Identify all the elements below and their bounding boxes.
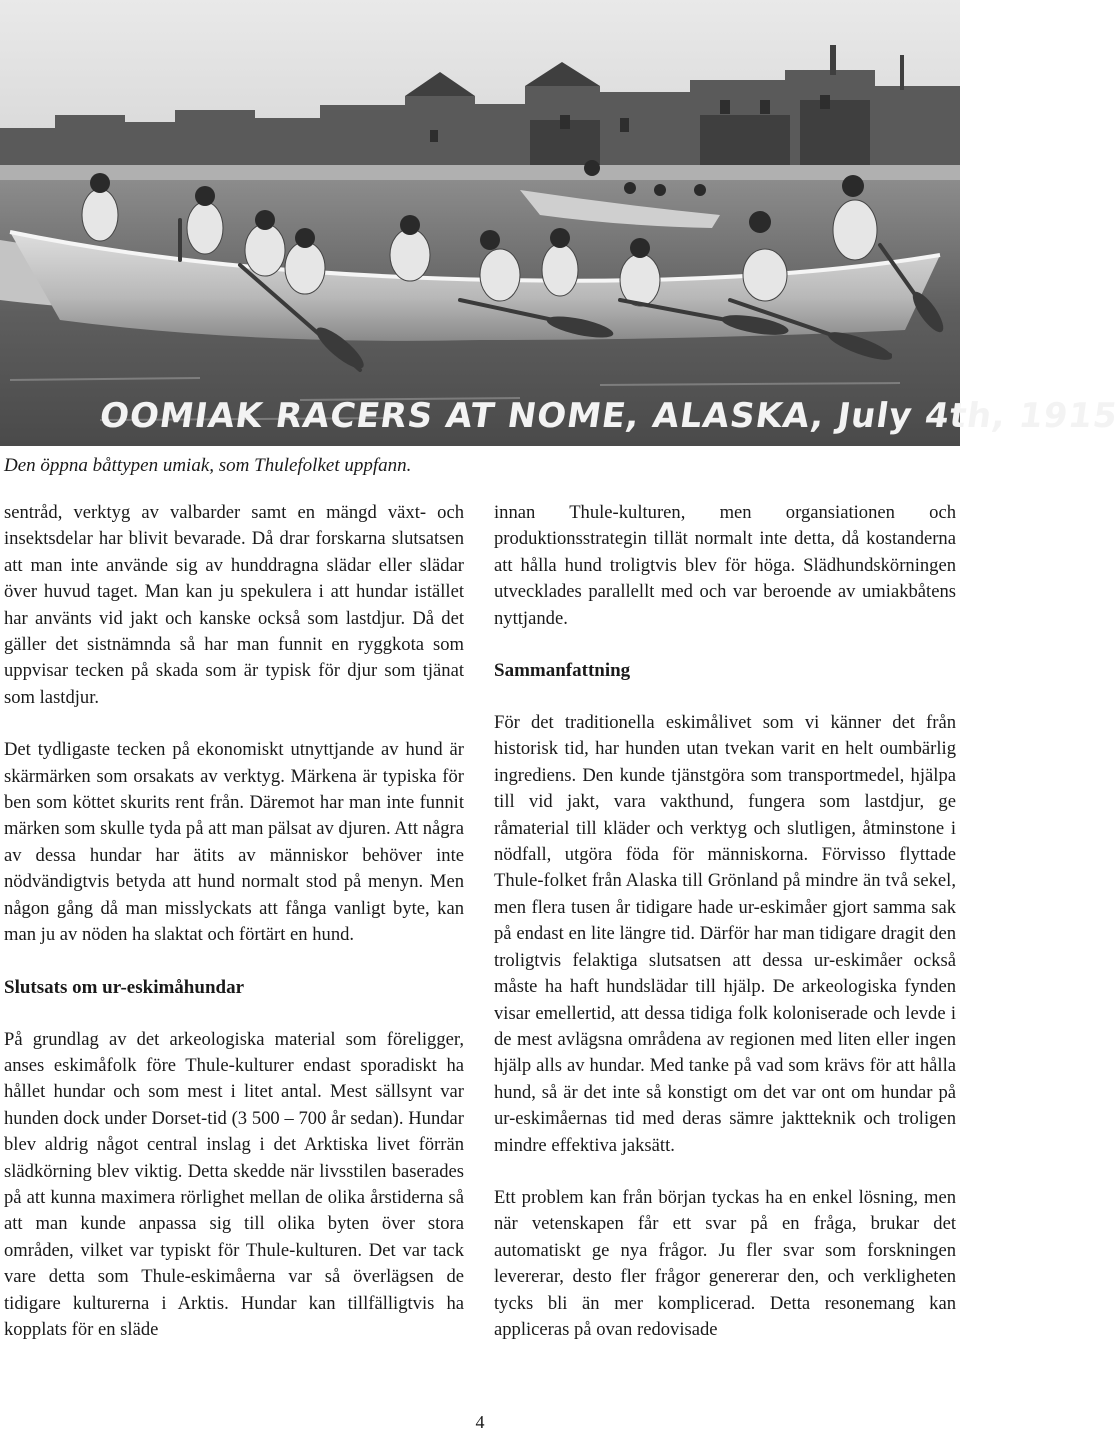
paragraph: Det tydligaste tecken på ekonomiskt utnyttjande av hund är skärmärken som orsakats av verktyg. Märkena är typiska för ben som köttet skurits rent från. Däremot har man inte funnit märken som skulle tyda på att man pälsat av djuren. Att några av dessa hundar har ätits av människor behöver inte nödvändigtvis betyda att hund normalt stod på menyn. Men någon gång då man misslyckats att fånga vanligt byte, kan man ju av nöden ha slaktat och förtärt en hund. (4, 739, 464, 946)
section-heading: Sammanfattning (494, 660, 631, 682)
section-heading: Slutsats om ur-eskimåhundar (4, 976, 245, 998)
paragraph: innan Thule-kulturen, men organsiationen och produktionsstrategin tillät normalt inte detta, då kostanderna att hålla hund troligtvis blev för höga. Slädhundskörningen utvecklades parallellt med och var beroende av umiakbåtens nyttjande. (494, 502, 956, 629)
umiak-photograph (0, 0, 1120, 446)
paragraph: sentråd, verktyg av valbarder samt en mängd växt- och insektsdelar har blivit bevarade. Då drar forskarna slutsatsen att man inte använde sig av hunddragna slädar eller slädar över huvud taget. Man kan ju spekulera i att hundar istället har använts vid jakt och kanske också som lastdjur. Då det gäller det sistnämnda så har man funnit en ryggkota som uppvisar tecken på skada som är typisk för djur som tjänat som lastdjur. (4, 502, 464, 708)
photo-handwritten-caption: OOMIAK RACERS AT NOME, ALASKA, July 4th, 1915 (97, 396, 1120, 436)
paragraph: För det traditionella eskimålivet som vi känner det från historisk tid, har hunden utan tvekan varit en helt oumbärlig ingrediens. Den kunde tjänstgöra som transportmedel, hjälpa till vid jakt, vara vakthund, fungera som lastdjur, ge råmaterial till kläder och verktyg och slutligen, åtminstone i nödfall, utgöra föda för människorna. Förvisso flyttade Thule-folket från Alaska till Grönland på mindre än två sekel, men flera tusen år tidigare hade ur-eskimåer gjort samma sak på endast en lite längre tid. Därför har man tidigare dragit den troligtvis felaktiga slutsatsen att dessa ur-eskimåer också måste ha haft hundslädar till hjälp. De arkeologiska fynden visar emellertid, att dessa tidiga folk koloniserade och levde i de mest avlägsna områdena av regionen med liten eller ingen hjälp alls av hundar. Med tanke på vad som krävs för att hålla hund, så är det inte så konstigt om det var ont om hundar på ur-eskimåernas tid med deras sämre jaktteknik och troligen mindre effektiva jaksätt. (494, 712, 956, 1156)
paragraph: Ett problem kan från början tyckas ha en enkel lösning, men när vetenskapen får ett svar på en fråga, brukar det automatiskt ge nya frågor. Ju fler svar som forskningen levererar, desto fler frågor genererar den, och verkligheten tycks bli än mer komplicerad. Detta resonemang kan appliceras på ovan redovisade (494, 1186, 956, 1340)
page-number: 4 (475, 1412, 485, 1432)
paragraph: På grundlag av det arkeologiska material som föreligger, anses eskimåfolk före Thule-kulturer endast sporadiskt ha hållet hundar och som mest i litet antal. Mest sällsynt var hunden dock under Dorset-tid (3 500 – 700 år sedan). Hundar blev aldrig något central inslag i det Arktiska livet förrän slädkörning blev viktig. Detta skedde när livsstilen baserades på att kunna maximera rörlighet mellan de olika årstiderna så att man kunde anpassa sig till olika byten över stora områden, vilket var typiskt för Thule-kulturen. Det var tack vare detta som Thule-eskimåerna var så överlägsen de tidigare kulturerna i Arktis. Hundar kan tillfälligtvis ha kopplats för en släde (4, 1028, 464, 1340)
umiak-photo-illustration (0, 0, 1120, 446)
right-column (494, 500, 956, 1369)
left-column (4, 500, 464, 1369)
photo-caption: Den öppna båttypen umiak, som Thulefolket uppfann. (4, 455, 412, 476)
